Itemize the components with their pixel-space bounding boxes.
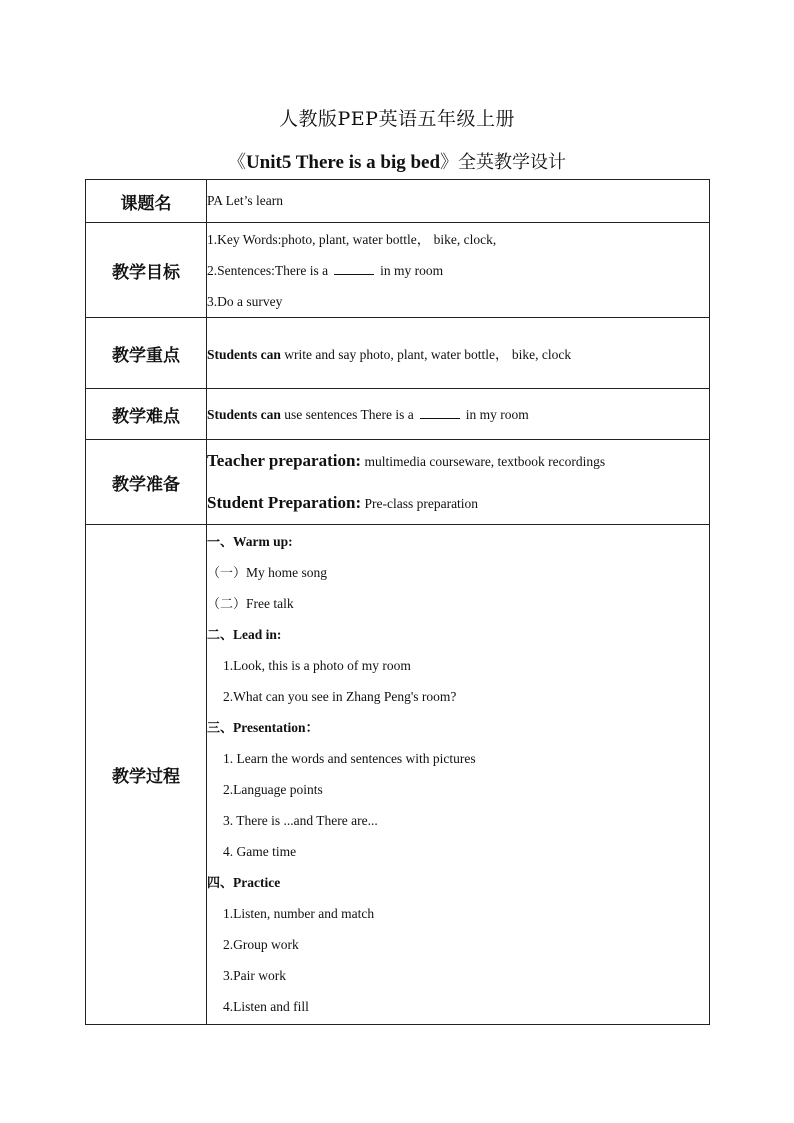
fill-blank xyxy=(420,406,460,419)
list-item: 4.Listen and fill xyxy=(223,999,309,1014)
objectives-header: 教学目标 xyxy=(86,223,207,318)
subtitle-open-bracket: 《 xyxy=(227,152,246,173)
list-item: 1.Look, this is a photo of my room xyxy=(223,658,411,673)
difficulties-header: 教学难点 xyxy=(86,389,207,440)
preparation-cell xyxy=(207,440,710,525)
list-item: 2.Language points xyxy=(223,782,323,797)
row-topic xyxy=(86,180,710,223)
row-key-points xyxy=(86,318,710,389)
section-title: Presentation： xyxy=(233,720,320,735)
fill-blank xyxy=(334,262,374,275)
list-item: 2.What can you see in Zhang Peng's room? xyxy=(223,689,457,704)
student-preparation-label: Student Preparation: xyxy=(207,493,362,512)
document-subtitle xyxy=(0,148,794,174)
list-item xyxy=(207,588,709,619)
document-title: 人教版PEP英语五年级上册 xyxy=(279,108,515,130)
difficulties-text-prefix: use sentences There is a xyxy=(280,406,414,422)
section-number: 四、 xyxy=(207,876,234,891)
row-difficulties xyxy=(86,389,710,440)
list-item xyxy=(207,557,709,588)
difficulties-text-suffix: in my room xyxy=(465,406,529,422)
teacher-preparation-value: multimedia courseware, textbook recordings xyxy=(361,454,606,469)
section-number: 一、 xyxy=(207,535,234,550)
key-points-bold: Students can xyxy=(207,347,281,362)
difficulties-bold: Students can xyxy=(207,406,281,422)
item-text: My home song xyxy=(246,565,328,580)
section-title: Warm up: xyxy=(233,534,293,549)
key-points-header: 教学重点 xyxy=(86,318,207,389)
item-number: （二） xyxy=(207,597,247,612)
row-process xyxy=(86,525,710,1025)
section-warm-up xyxy=(207,526,709,557)
difficulties-cell xyxy=(207,389,710,440)
item-text: Free talk xyxy=(246,596,294,611)
teacher-preparation xyxy=(207,440,709,482)
section-title: Lead in: xyxy=(233,627,282,642)
row-objectives xyxy=(86,223,710,318)
objective-line-2-prefix: 2.Sentences:There is a xyxy=(207,262,329,278)
key-points-cell xyxy=(207,318,710,389)
topic-value: PA Let’s learn xyxy=(207,180,710,223)
lesson-plan-table xyxy=(85,179,710,1025)
teacher-preparation-label: Teacher preparation: xyxy=(207,451,362,470)
list-item: 1. Learn the words and sentences with pictures xyxy=(223,751,476,766)
objective-line-2-suffix: in my room xyxy=(380,262,444,278)
preparation-header: 教学准备 xyxy=(86,440,207,525)
list-item: 3.Pair work xyxy=(223,968,286,983)
item-number: （一） xyxy=(207,566,247,581)
row-preparation xyxy=(86,440,710,525)
list-item: 3. There is ...and There are... xyxy=(223,813,378,828)
topic-header: 课题名 xyxy=(86,180,207,223)
objective-line-2 xyxy=(207,255,709,286)
list-item: 2.Group work xyxy=(223,937,299,952)
student-preparation-value: Pre-class preparation xyxy=(361,496,479,511)
objective-line-3: 3.Do a survey xyxy=(207,293,283,309)
process-header: 教学过程 xyxy=(86,525,207,1025)
key-points-text: write and say photo, plant, water bottle， bike, clock xyxy=(280,347,572,362)
section-presentation xyxy=(207,712,709,743)
section-title: Practice xyxy=(233,875,281,890)
subtitle-unit-name: Unit5 There is a big bed xyxy=(245,152,441,173)
section-lead-in xyxy=(207,619,709,650)
list-item: 4. Game time xyxy=(223,844,297,859)
section-practice xyxy=(207,867,709,898)
process-cell xyxy=(207,525,710,1025)
list-item: 1.Listen, number and match xyxy=(223,906,375,921)
objective-line-1: 1.Key Words:photo, plant, water bottle， bike, clock, xyxy=(207,231,497,247)
section-number: 二、 xyxy=(207,628,234,643)
objectives-cell xyxy=(207,223,710,318)
student-preparation xyxy=(207,482,709,524)
section-number: 三、 xyxy=(207,721,234,736)
subtitle-close: 》全英教学设计 xyxy=(440,152,567,173)
